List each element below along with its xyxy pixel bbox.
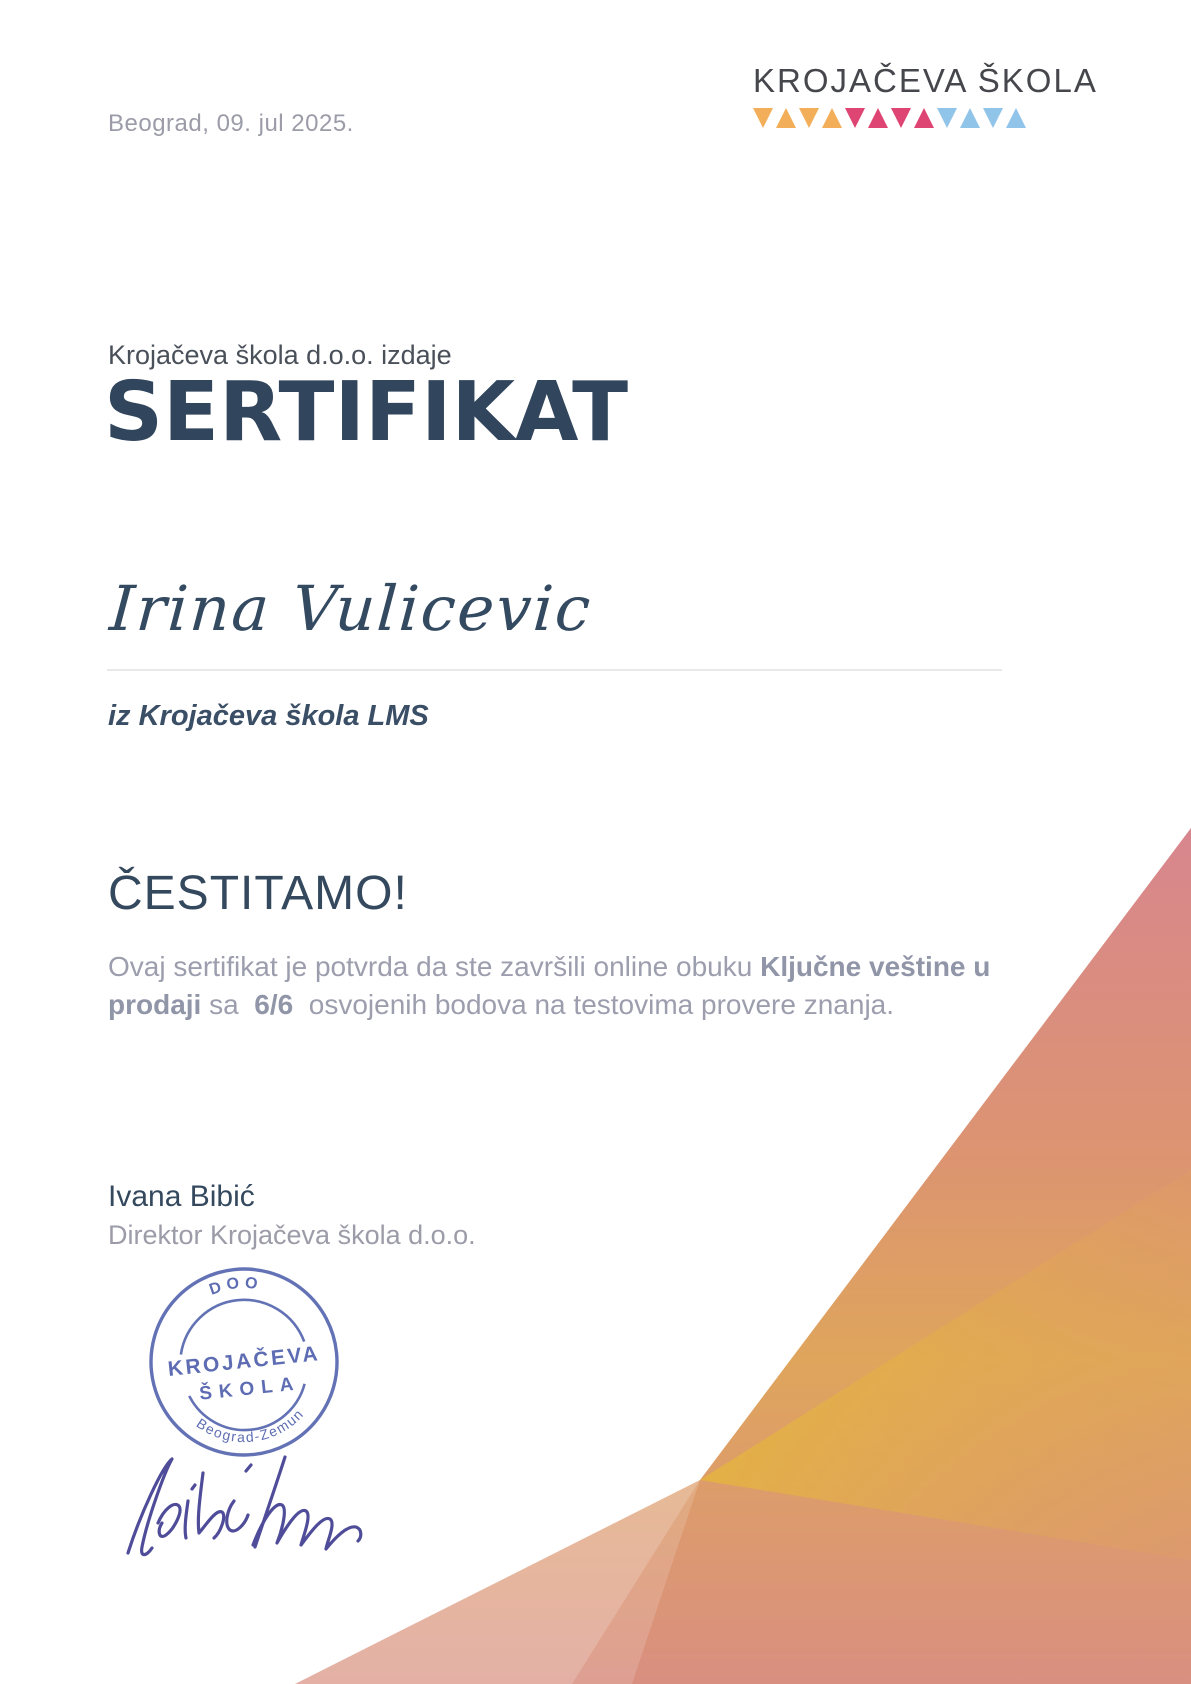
signature-stroke <box>253 1504 361 1549</box>
congrats-heading: ČESTITAMO! <box>108 867 408 920</box>
recipient-name: Irina Vulicevic <box>107 572 595 645</box>
signature-stroke <box>158 1505 180 1537</box>
stamp-bottom-text: Beograd-Zemun <box>193 1405 307 1446</box>
date-place: Beograd, 09. jul 2025. <box>108 110 354 137</box>
signatory-name: Ivana Bibić <box>108 1180 255 1213</box>
logo-triangle <box>868 108 888 128</box>
logo-triangle <box>960 108 980 128</box>
logo-triangle <box>776 108 796 128</box>
stamp-top-text: DOO <box>207 1274 264 1299</box>
body-segment: osvojenih bodova na testovima provere znanja. <box>293 989 895 1020</box>
logo-triangle-band <box>753 108 1093 128</box>
logo-triangle <box>1006 108 1026 128</box>
logo-triangle <box>891 108 911 128</box>
logo-triangle <box>914 108 934 128</box>
body-segment-bold: prodaji <box>108 989 202 1020</box>
signature-stroke <box>185 1485 195 1538</box>
signature-stroke <box>198 1473 223 1538</box>
body-segment-bold: 6/6 <box>254 989 294 1020</box>
signatory-role: Direktor Krojačeva škola d.o.o. <box>108 1220 476 1250</box>
logo-triangle <box>799 108 819 128</box>
body-line <box>108 948 990 986</box>
issuer-line: Krojačeva škola d.o.o. izdaje <box>108 340 452 370</box>
stamp-center-line1: KROJAČEVA <box>166 1342 322 1381</box>
logo-triangle <box>937 108 957 128</box>
name-underline <box>107 669 1002 671</box>
signature-stroke <box>227 1465 251 1531</box>
certificate-body <box>108 948 990 1024</box>
recipient-source: iz Krojačeva škola LMS <box>108 700 429 732</box>
body-segment: Ovaj sertifikat je potvrda da ste završili online obuku <box>108 951 761 982</box>
handwritten-signature <box>100 1445 400 1575</box>
certificate-title: SERTIFIKAT <box>104 365 629 460</box>
body-segment-bold: Ključne veštine u <box>760 951 991 982</box>
svg-text:DOO <box>207 1272 265 1299</box>
signature-stroke <box>128 1459 172 1555</box>
school-logo-title: KROJAČEVA ŠKOLA <box>753 62 1098 99</box>
body-segment: sa <box>201 989 255 1020</box>
logo-triangle <box>983 108 1003 128</box>
stamp-center-line2: ŠKOLA <box>198 1373 302 1405</box>
logo-triangle <box>822 108 842 128</box>
logo-triangle <box>753 108 773 128</box>
body-line <box>108 986 990 1024</box>
logo-triangle <box>845 108 865 128</box>
company-stamp <box>134 1252 354 1476</box>
school-logo <box>753 62 1098 128</box>
